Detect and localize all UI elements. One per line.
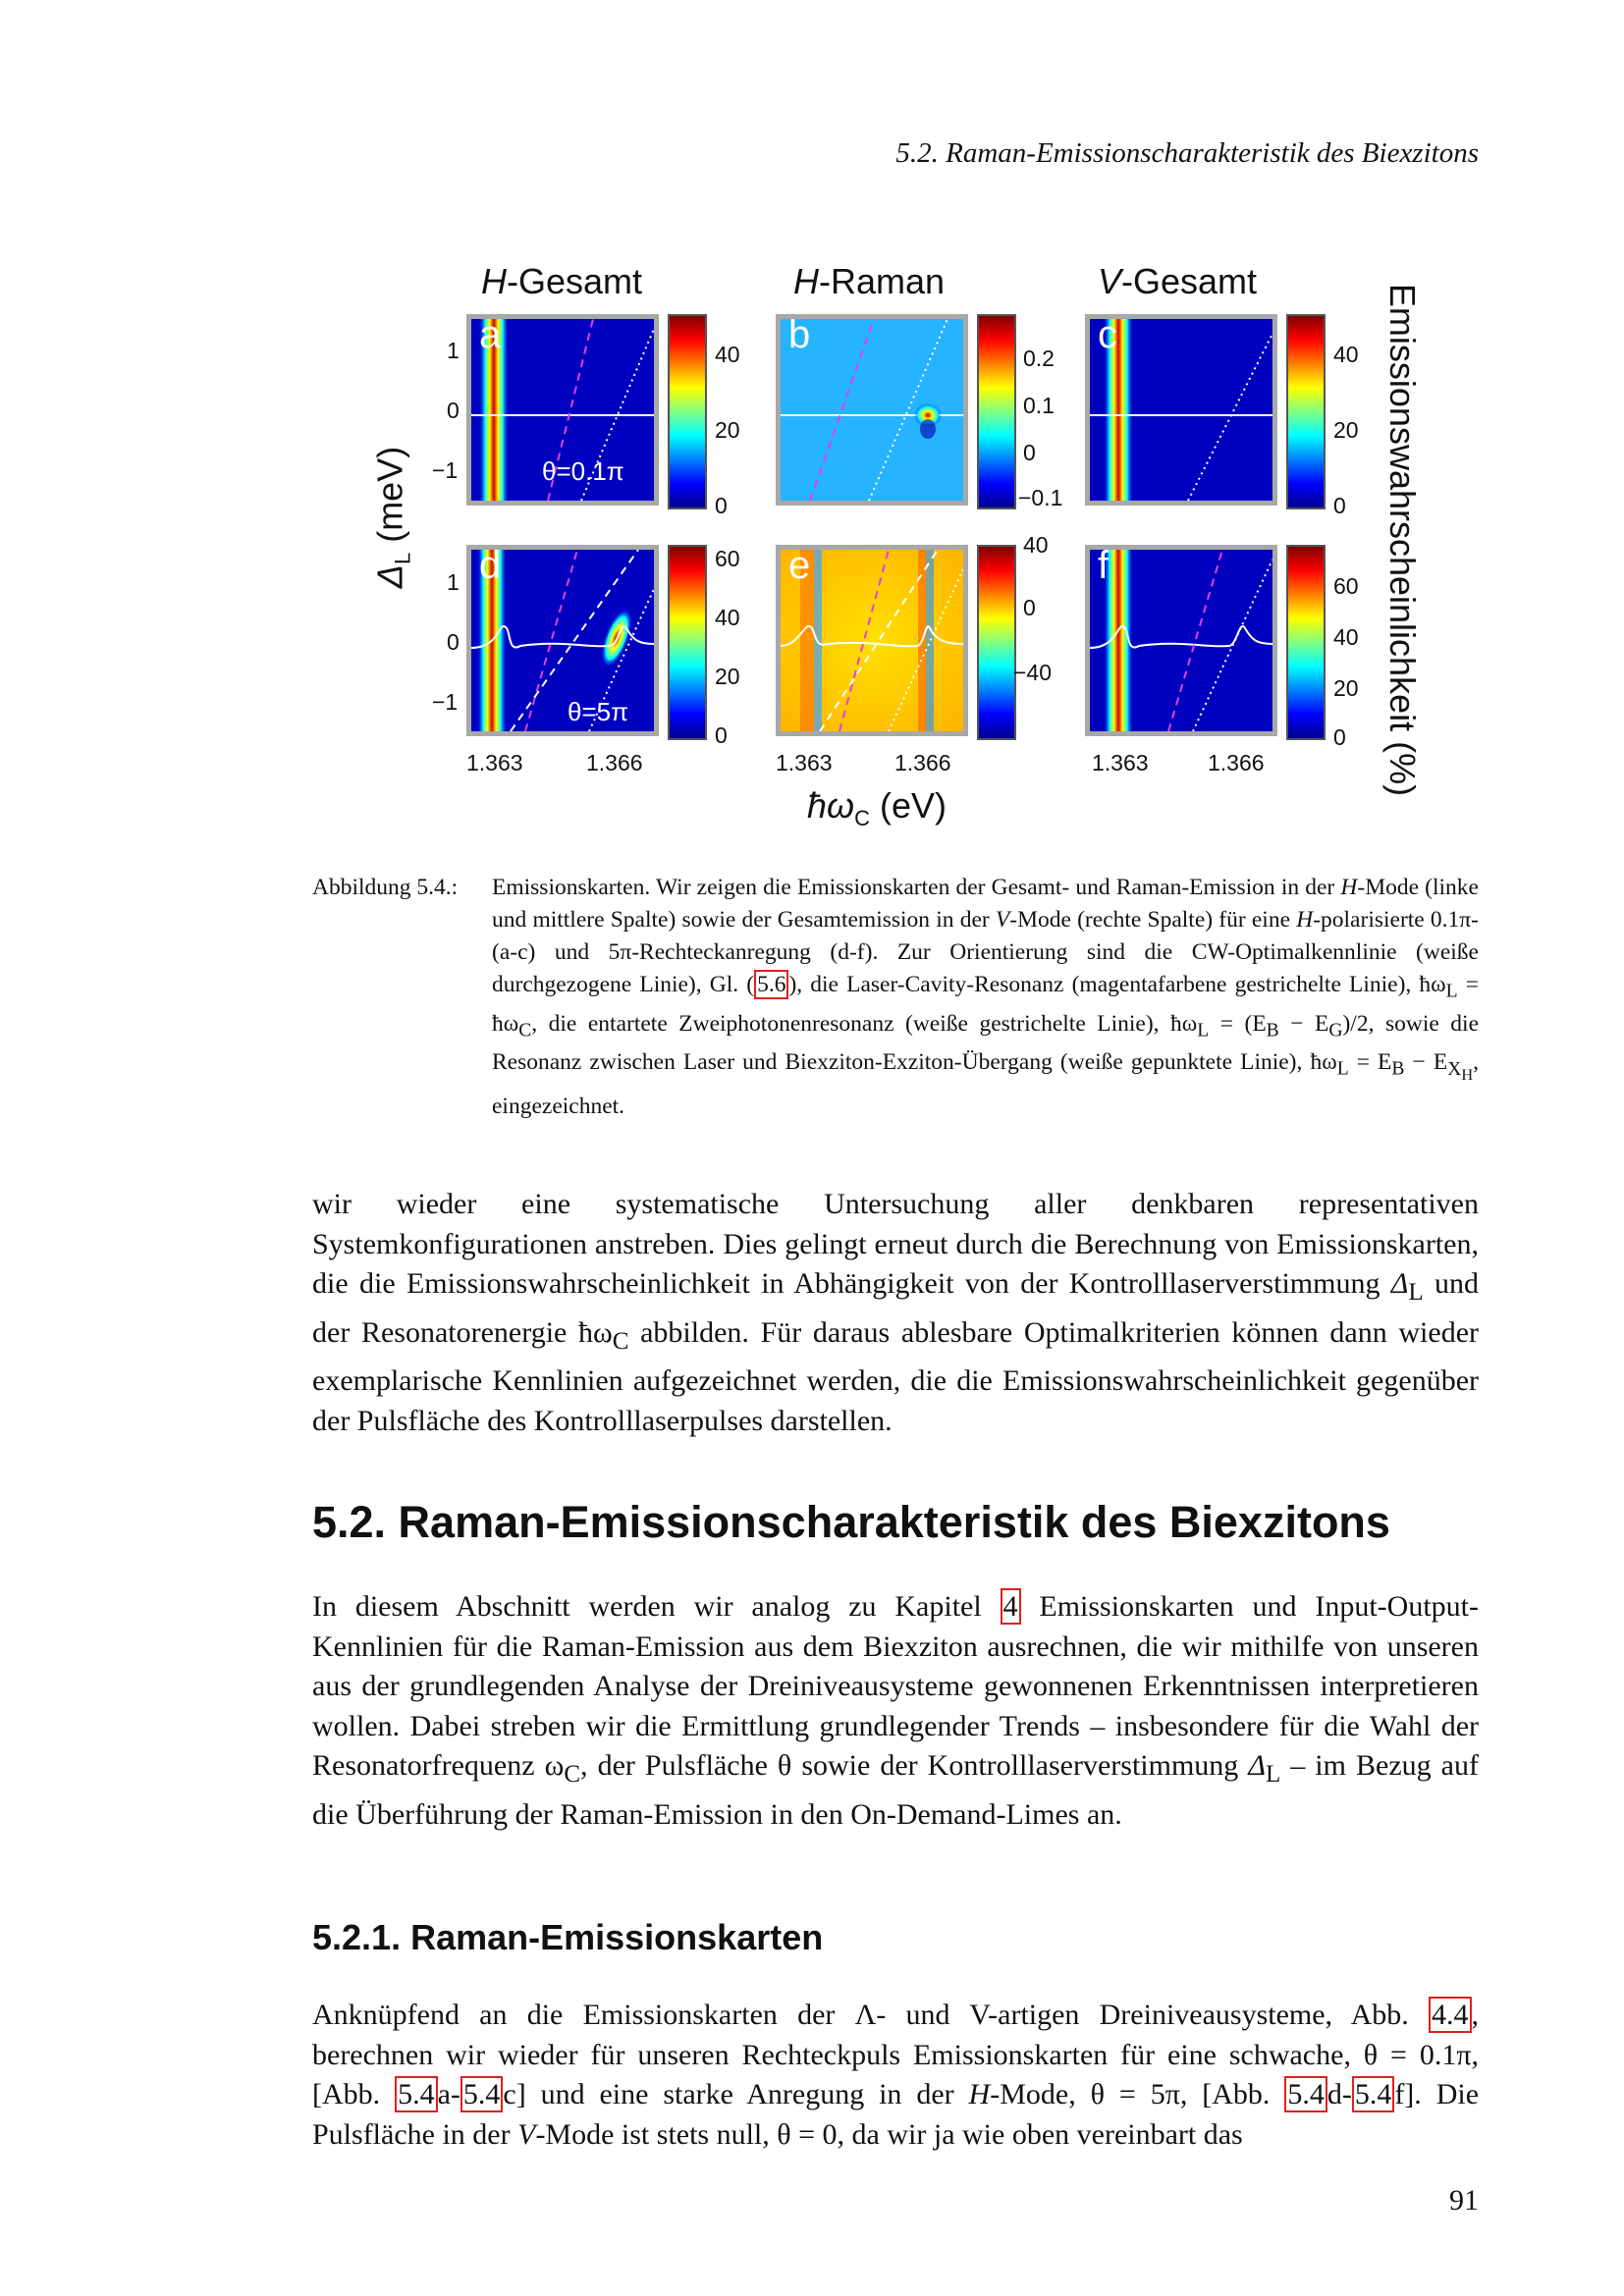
xtick-col3-1366: 1.366 [1208, 750, 1265, 775]
cbar-c-tick-0: 0 [1333, 493, 1346, 518]
ytick-d-m1: −1 [432, 689, 459, 715]
cbar-d-tick-40: 40 [715, 605, 740, 630]
panel-label-a: a [479, 314, 502, 356]
colorbar-a [668, 314, 707, 509]
ytick-a-1: 1 [447, 338, 460, 363]
ytick-d-1: 1 [447, 569, 460, 595]
cbar-a-tick-0: 0 [715, 493, 728, 518]
ytick-a-m1: −1 [432, 457, 459, 483]
x-axis-label: $ħ\omega_C$ (eV) [807, 785, 947, 831]
cbar-b-tick-m0.1: −0.1 [1018, 485, 1063, 510]
cbar-d-tick-20: 20 [715, 664, 740, 689]
colorbar-b [977, 314, 1016, 509]
colorbar-f [1286, 545, 1326, 740]
cbar-c-tick-20: 20 [1333, 417, 1359, 443]
panel-label-b: b [788, 314, 811, 356]
ref-fig-5-4f[interactable]: 5.4 [1352, 2076, 1395, 2112]
col-title-h-raman: H-Raman [793, 261, 946, 301]
paragraph-3: Anknüpfend an die Emissionskarten der Λ- und V-artigen Dreiniveausysteme, Abb. 4.4 , berechnen wir wieder für unseren Rechteckpuls Emissionskarten für eine schwache, θ = 0.1π, [Abb. 5.4 a- 5.4 c] und eine starke Anregung in der H-Mode, θ = 5π, [Abb. 5.4 d- 5.4 f]. Die Pulsfläche in der V-Mode ist stets null, θ = 0, da wir ja wie oben vereinbart das [312, 1999, 1480, 2151]
xtick-col3-1363: 1.363 [1092, 750, 1149, 775]
panel-label-d: d [479, 545, 502, 587]
cbar-c-tick-40: 40 [1333, 342, 1359, 367]
cbar-e-tick-0: 0 [1023, 595, 1036, 620]
cbar-f-tick-0: 0 [1333, 724, 1346, 750]
y-axis-label: $\Delta_L$ (meV) [369, 446, 415, 589]
panel-c [1085, 314, 1277, 506]
panel-b [776, 314, 968, 506]
cbar-a-tick-40: 40 [715, 342, 740, 367]
heatmap-f [1090, 550, 1272, 731]
ytick-d-0: 0 [447, 629, 460, 655]
panel-d [466, 545, 659, 736]
figure-caption [312, 872, 1479, 1123]
panel-e [776, 545, 968, 736]
panel-label-f: f [1098, 545, 1110, 587]
right-axis-label: Emissionswahrscheinlichkeit (%) [1382, 283, 1423, 797]
col-title-v-gesamt: V-Gesamt [1098, 261, 1258, 301]
cbar-d-tick-0: 0 [715, 722, 728, 748]
colorbar-c [1286, 314, 1326, 509]
paragraph-1: wir wieder eine systematische Untersuchung aller denkbaren representativen Systemkonfigurationen anstreben. Dies gelingt erneut durch die Berechnung von Emissionskarten, die die Emissionswahrscheinlichkeit in Abhängigkeit von der Kontrolllaserverstimmung $\Delta_L$ und der Resonatorenergie $ħ\omega_C$ abbilden. Für daraus ablesbare Optimalkriterien können dann wieder exemplarische Kennlinien aufgezeichnet werden, die die Emissionswahrscheinlichkeit gegenüber der Pulsfläche des Kontrolllaserpulses darstellen. [312, 1188, 1480, 1437]
ref-fig-4-4[interactable]: 4.4 [1429, 1997, 1472, 2033]
xtick-col1-1366: 1.366 [586, 750, 643, 775]
theta-label-a: θ=0.1π [542, 456, 624, 486]
cbar-f-tick-40: 40 [1333, 624, 1359, 650]
panel-label-c: c [1098, 314, 1117, 356]
section-heading: 5.2. Raman-Emissionscharakteristik des Biexzitons [312, 1497, 1390, 1547]
xtick-col2-1363: 1.363 [776, 750, 833, 775]
col-title-h-gesamt: H-Gesamt [481, 261, 643, 301]
cbar-f-tick-60: 60 [1333, 573, 1359, 599]
panel-f [1085, 545, 1277, 736]
cbar-b-tick-0.2: 0.2 [1023, 346, 1055, 371]
cbar-e-tick-40: 40 [1023, 532, 1049, 558]
cbar-b-tick-0.1: 0.1 [1023, 393, 1055, 418]
page-number: 91 [1449, 2184, 1479, 2216]
panel-label-e: e [788, 545, 811, 587]
colorbar-d [668, 545, 707, 740]
panel-a [466, 314, 659, 506]
caption-label: Abbildung 5.4.: [312, 875, 459, 900]
paragraph-2: In diesem Abschnitt werden wir analog zu Kapitel 4 Emissionskarten und Input-Output-Kennlinien für die Raman-Emission aus dem Biexziton ausrechnen, die wir mithilfe von unseren aus der grundlegenden Analyse der Dreiniveausysteme gewonnenen Erkenntnissen interpretieren wollen. Dabei streben wir die Ermittlung grundlegender Trends – insbesondere für die Wahl der Resonatorfrequenz $\omega_C$, der Pulsfläche θ sowie der Kontrolllaserverstimmung $\Delta_L$ – im Bezug auf die Überführung der Raman-Emission in den On-Demand-Limes an. [312, 1590, 1479, 1831]
ref-fig-5-4c[interactable]: 5.4 [460, 2076, 504, 2112]
running-header: 5.2. Raman-Emissionscharakteristik des Biexzitons [895, 137, 1479, 169]
theta-label-d: θ=5π [568, 697, 629, 726]
xtick-col2-1366: 1.366 [894, 750, 951, 775]
colorbar-e [977, 545, 1016, 740]
ref-fig-5-4d[interactable]: 5.4 [1284, 2076, 1327, 2112]
cbar-d-tick-60: 60 [715, 546, 740, 571]
xtick-col1-1363: 1.363 [466, 750, 523, 775]
ref-fig-5-4a[interactable]: 5.4 [395, 2076, 438, 2112]
ref-eq-5-6[interactable]: 5.6 [754, 970, 788, 999]
subsection-heading: 5.2.1. Raman-Emissionskarten [312, 1917, 824, 1957]
ytick-a-0: 0 [447, 398, 460, 423]
cbar-f-tick-20: 20 [1333, 675, 1359, 701]
ref-chapter-4[interactable]: 4 [1001, 1588, 1021, 1625]
cbar-a-tick-20: 20 [715, 417, 740, 443]
figure-emission-maps [0, 0, 1624, 864]
cbar-e-tick-m40: −40 [1013, 660, 1053, 685]
caption-body: Emissionskarten. Wir zeigen die Emissionskarten der Gesamt- und Raman-Emission in der H-Mode (linke und mittlere Spalte) sowie der Gesamtemission in der V-Mode (rechte Spalte) für eine H-polarisierte 0.1π- (a-c) und 5π-Rechteckanregung (d-f). Zur Orientierung sind die CW-Optimalkennlinie (weiße durchgezogene Linie), Gl. ( 5.6 ), die Laser-Cavity-Resonanz (magentafarbene gestrichelte Linie), $ħ\omega_L$ = $ħ\omega_C$, die entartete Zweiphotonenresonanz (weiße gestrichelte Linie), $ħ\omega_L = (E_B - E_G)/2$, sowie die Resonanz zwischen Laser und Biexziton-Exziton-Übergang (weiße gepunktete Linie), $ħ\omega_L = E_B - E_{X_H}$, eingezeichnet. [492, 875, 1480, 1119]
cbar-b-tick-0: 0 [1023, 440, 1036, 465]
